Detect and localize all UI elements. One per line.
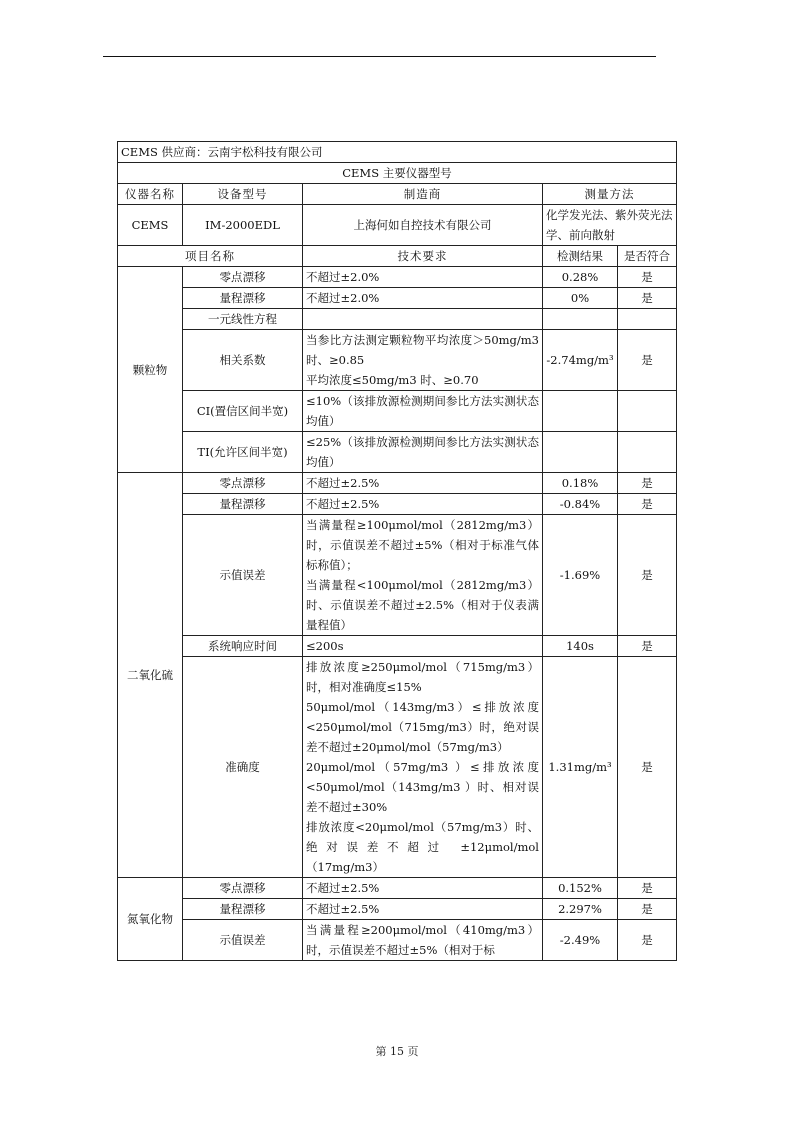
item-name: TI(允许区间半宽) bbox=[183, 432, 303, 473]
technical-requirement: 不超过±2.5% bbox=[303, 494, 543, 515]
pass-flag: 是 bbox=[618, 657, 677, 878]
header-instrument-name: 仪器名称 bbox=[118, 184, 183, 205]
instrument-manufacturer: 上海何如自控技术有限公司 bbox=[303, 205, 543, 246]
cems-inspection-table bbox=[117, 141, 677, 961]
table-row bbox=[118, 657, 677, 878]
header-pass: 是否符合 bbox=[618, 246, 677, 267]
test-result: 2.297% bbox=[543, 899, 618, 920]
technical-requirement: 当满量程≥100μmol/mol（2812mg/m3）时，示值误差不超过±5%（相对于标准气体标称值）； 当满量程<100μmol/mol（2812mg/m3）时、示值误差不超过±2.5%（相对于仪表满量程值） bbox=[303, 515, 543, 636]
technical-requirement: 不超过±2.5% bbox=[303, 473, 543, 494]
technical-requirement: 当参比方法测定颗粒物平均浓度＞50mg/m3 时、≥0.85 平均浓度≤50mg/m3 时、≥0.70 bbox=[303, 330, 543, 391]
item-name: 零点漂移 bbox=[183, 267, 303, 288]
technical-requirement: 当满量程≥200μmol/mol（410mg/m3）时，示值误差不超过±5%（相对于标 bbox=[303, 920, 543, 961]
pass-flag: 是 bbox=[618, 899, 677, 920]
pass-flag: 是 bbox=[618, 878, 677, 899]
technical-requirement: 排放浓度≥250μmol/mol（715mg/m3）时，相对准确度≤15% 50μmol/mol（143mg/m3）≤排放浓度<250μmol/mol（715mg/m3）时，绝对误差不超过±20μmol/mol（57mg/m3） 20μmol/mol（57mg/m3 ）≤排放浓度<50μmol/mol（143mg/m3 ）时、相对误差不超过±30% 排放浓度<20μmol/mol（57mg/m3）时、绝对误差不超过 ±12μmol/mol（17mg/m3） bbox=[303, 657, 543, 878]
table-row bbox=[118, 515, 677, 636]
pass-flag bbox=[618, 309, 677, 330]
supplier-line: CEMS 供应商：云南宇松科技有限公司 bbox=[118, 142, 677, 163]
technical-requirement: ≤200s bbox=[303, 636, 543, 657]
technical-requirement: 不超过±2.0% bbox=[303, 288, 543, 309]
test-result: 0.18% bbox=[543, 473, 618, 494]
table-row bbox=[118, 899, 677, 920]
item-name: 零点漂移 bbox=[183, 878, 303, 899]
test-result: -2.49% bbox=[543, 920, 618, 961]
item-name: 量程漂移 bbox=[183, 288, 303, 309]
item-name: 量程漂移 bbox=[183, 494, 303, 515]
item-name: 示值误差 bbox=[183, 515, 303, 636]
item-name: 量程漂移 bbox=[183, 899, 303, 920]
item-name: 一元线性方程 bbox=[183, 309, 303, 330]
test-result: -1.69% bbox=[543, 515, 618, 636]
test-result: -0.84% bbox=[543, 494, 618, 515]
table-row bbox=[118, 494, 677, 515]
header-result: 检测结果 bbox=[543, 246, 618, 267]
test-result: 0% bbox=[543, 288, 618, 309]
group-name: 氮氧化物 bbox=[118, 878, 183, 961]
technical-requirement bbox=[303, 309, 543, 330]
header-rule bbox=[103, 56, 656, 57]
header-manufacturer: 制造商 bbox=[303, 184, 543, 205]
pass-flag: 是 bbox=[618, 494, 677, 515]
table-row bbox=[118, 391, 677, 432]
header-method: 测量方法 bbox=[543, 184, 677, 205]
item-name: 准确度 bbox=[183, 657, 303, 878]
test-result: 1.31mg/m³ bbox=[543, 657, 618, 878]
technical-requirement: 不超过±2.0% bbox=[303, 267, 543, 288]
instrument-name: CEMS bbox=[118, 205, 183, 246]
pass-flag: 是 bbox=[618, 288, 677, 309]
header-item-name: 项目名称 bbox=[118, 246, 303, 267]
page-number: 第 15 页 bbox=[375, 1045, 419, 1058]
pass-flag: 是 bbox=[618, 515, 677, 636]
test-result bbox=[543, 432, 618, 473]
table-row bbox=[118, 309, 677, 330]
test-result bbox=[543, 391, 618, 432]
technical-requirement: ≤10%（该排放源检测期间参比方法实测状态均值） bbox=[303, 391, 543, 432]
item-name: CI(置信区间半宽) bbox=[183, 391, 303, 432]
item-name: 零点漂移 bbox=[183, 473, 303, 494]
table-row bbox=[118, 330, 677, 391]
model-section-title: CEMS 主要仪器型号 bbox=[118, 163, 677, 184]
technical-requirement: ≤25%（该排放源检测期间参比方法实测状态均值） bbox=[303, 432, 543, 473]
instrument-method: 化学发光法、紫外荧光法学、前向散射 bbox=[543, 205, 677, 246]
test-result: -2.74mg/m³ bbox=[543, 330, 618, 391]
pass-flag bbox=[618, 391, 677, 432]
technical-requirement: 不超过±2.5% bbox=[303, 878, 543, 899]
test-result bbox=[543, 309, 618, 330]
table-row bbox=[118, 636, 677, 657]
table-row bbox=[118, 473, 677, 494]
group-name: 二氧化硫 bbox=[118, 473, 183, 878]
header-requirement: 技术要求 bbox=[303, 246, 543, 267]
item-name: 系统响应时间 bbox=[183, 636, 303, 657]
item-name: 相关系数 bbox=[183, 330, 303, 391]
table-row bbox=[118, 288, 677, 309]
table-row bbox=[118, 432, 677, 473]
table-row bbox=[118, 267, 677, 288]
table-row bbox=[118, 878, 677, 899]
pass-flag: 是 bbox=[618, 920, 677, 961]
header-model: 设备型号 bbox=[183, 184, 303, 205]
test-result: 0.152% bbox=[543, 878, 618, 899]
pass-flag: 是 bbox=[618, 473, 677, 494]
table-row bbox=[118, 920, 677, 961]
item-name: 示值误差 bbox=[183, 920, 303, 961]
test-result: 140s bbox=[543, 636, 618, 657]
pass-flag: 是 bbox=[618, 636, 677, 657]
instrument-model: IM-2000EDL bbox=[183, 205, 303, 246]
pass-flag: 是 bbox=[618, 330, 677, 391]
group-name: 颗粒物 bbox=[118, 267, 183, 473]
pass-flag: 是 bbox=[618, 267, 677, 288]
pass-flag bbox=[618, 432, 677, 473]
test-result: 0.28% bbox=[543, 267, 618, 288]
technical-requirement: 不超过±2.5% bbox=[303, 899, 543, 920]
